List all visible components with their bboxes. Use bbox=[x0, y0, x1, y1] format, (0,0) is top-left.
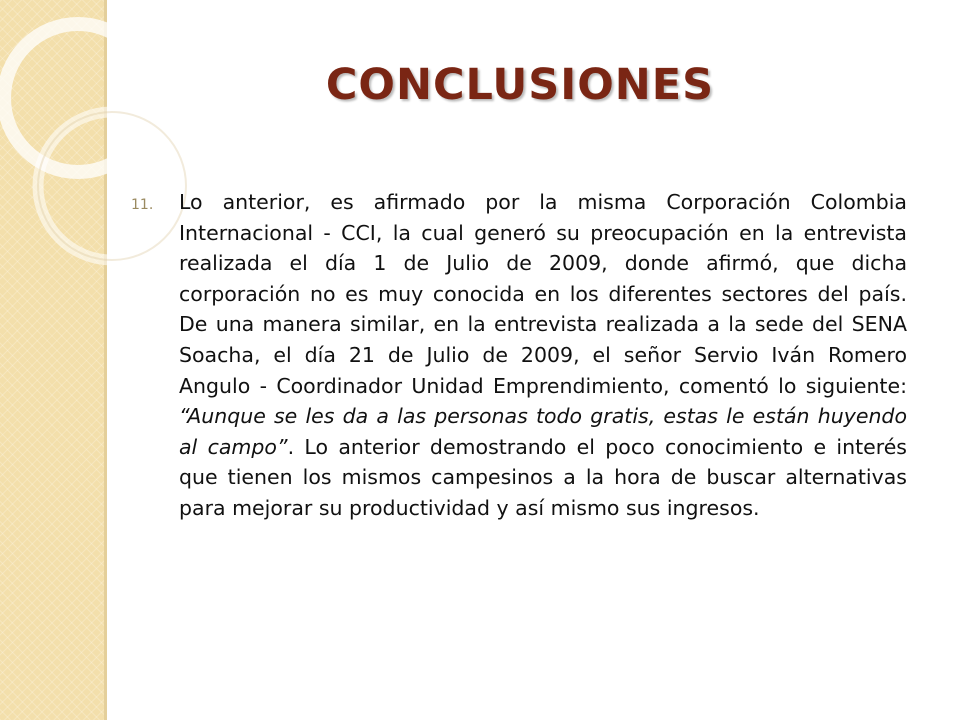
item-number: 11. bbox=[131, 197, 154, 213]
conclusion-paragraph bbox=[179, 187, 907, 524]
paragraph-text-2: . Lo anterior demostrando el poco conocimiento e interés que tienen los mismos campesinos a la hora de buscar alternativas para mejorar su productividad y así mismo sus ingresos. bbox=[179, 434, 907, 520]
slide-title: CONCLUSIONES bbox=[325, 60, 715, 110]
list-item bbox=[131, 187, 911, 524]
paragraph-quote: “Aunque se les da a las personas todo gratis, estas le están huyendo al campo” bbox=[179, 404, 907, 459]
paragraph-text-1: Lo anterior, es afirmado por la misma Corporación Colombia Internacional - CCI, la cual generó su preocupación en la entrevista realizada el día 1 de Julio de 2009, donde afirmó, que dicha corporación no es muy conocida en los diferentes sectores del país. De una manera similar, en la entrevista realizada a la sede del SENA Soacha, el día 21 de Julio de 2009, el señor Servio Iván Romero Angulo - Coordinador Unidad Emprendimiento, comentó lo siguiente: bbox=[179, 190, 907, 398]
